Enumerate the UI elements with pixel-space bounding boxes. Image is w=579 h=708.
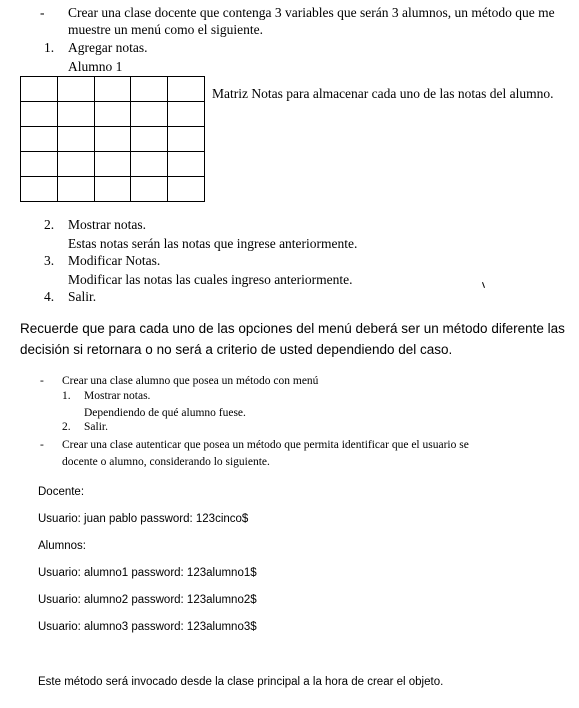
item-2-description: Estas notas serán las notas que ingrese anteriormente. <box>68 236 358 251</box>
item-3-label: Modificar Notas. <box>68 253 161 268</box>
matrix-row <box>21 177 205 202</box>
alumno-item-1-label: Mostrar notas. <box>84 390 151 402</box>
item-1-number: 1. <box>44 40 55 55</box>
docente-credentials: Usuario: juan pablo password: 123cinco$ <box>38 513 249 525</box>
matrix-cell <box>21 77 58 102</box>
alumno2-credentials: Usuario: alumno2 password: 123alumno2$ <box>38 594 257 606</box>
matrix-cell <box>94 102 131 127</box>
bullet-dash: - <box>40 375 44 387</box>
matrix-cell <box>131 177 168 202</box>
alumno-item-2-label: Salir. <box>84 421 108 433</box>
docente-heading: Docente: <box>38 486 85 498</box>
alumno3-credentials: Usuario: alumno3 password: 123alumno3$ <box>38 621 257 633</box>
matrix-cell <box>168 152 205 177</box>
matrix-cell <box>57 152 94 177</box>
matrix-cell <box>168 127 205 152</box>
matrix-row <box>21 102 205 127</box>
matrix-cell <box>131 127 168 152</box>
bullet-dash: - <box>40 5 45 20</box>
matrix-cell <box>94 127 131 152</box>
bullet-dash: - <box>40 439 44 451</box>
matrix-cell <box>94 77 131 102</box>
matrix-cell <box>168 177 205 202</box>
matrix-cell <box>168 102 205 127</box>
footer-note: Este método será invocado desde la clase principal a la hora de crear el objeto. <box>38 676 444 688</box>
matrix-cell <box>94 177 131 202</box>
matrix-cell <box>131 102 168 127</box>
matrix-cell <box>21 177 58 202</box>
matrix-cell <box>168 77 205 102</box>
intro-line-1: Crear una clase docente que contenga 3 variables que serán 3 alumnos, un método que me <box>68 5 555 20</box>
autenticar-line-1: Crear una clase autenticar que posea un método que permita identificar que el usuario se <box>62 439 469 451</box>
matrix-cell <box>131 77 168 102</box>
notes-matrix <box>20 76 205 202</box>
item-2-label: Mostrar notas. <box>68 217 146 232</box>
alumno-item-1-description: Dependiendo de qué alumno fuese. <box>84 407 246 419</box>
matrix-row <box>21 127 205 152</box>
matrix-cell <box>94 152 131 177</box>
note-line-1: Recuerde que para cada uno de las opciones del menú deberá ser un método diferente las <box>20 321 565 336</box>
matrix-cell <box>21 152 58 177</box>
table-title: Alumno 1 <box>68 59 123 74</box>
matrix-cell <box>57 77 94 102</box>
item-2-number: 2. <box>44 217 55 232</box>
alumnos-heading: Alumnos: <box>38 540 86 552</box>
note-line-2: decisión si retornara o no será a criterio de usted dependiendo del caso. <box>20 342 453 357</box>
item-4-label: Salir. <box>68 289 97 304</box>
matrix-row <box>21 77 205 102</box>
matrix-cell <box>57 177 94 202</box>
alumno-item-1-number: 1. <box>62 390 71 402</box>
intro-line-2: muestre un menú como el siguiente. <box>68 22 263 37</box>
item-3-description: Modificar las notas las cuales ingreso anteriormente. <box>68 272 353 287</box>
matrix-cell <box>57 127 94 152</box>
autenticar-line-2: docente o alumno, considerando lo siguiente. <box>62 456 270 468</box>
matrix-cell <box>21 127 58 152</box>
table-caption: Matriz Notas para almacenar cada uno de las notas del alumno. <box>212 86 554 101</box>
alumno-item-2-number: 2. <box>62 421 71 433</box>
item-1-label: Agregar notas. <box>68 40 148 55</box>
matrix-row <box>21 152 205 177</box>
matrix-cell <box>21 102 58 127</box>
item-4-number: 4. <box>44 289 55 304</box>
stray-mark <box>482 282 485 288</box>
alumno-class-text: Crear una clase alumno que posea un método con menú <box>62 375 319 387</box>
matrix-cell <box>131 152 168 177</box>
item-3-number: 3. <box>44 253 55 268</box>
alumno1-credentials: Usuario: alumno1 password: 123alumno1$ <box>38 567 257 579</box>
matrix-cell <box>57 102 94 127</box>
